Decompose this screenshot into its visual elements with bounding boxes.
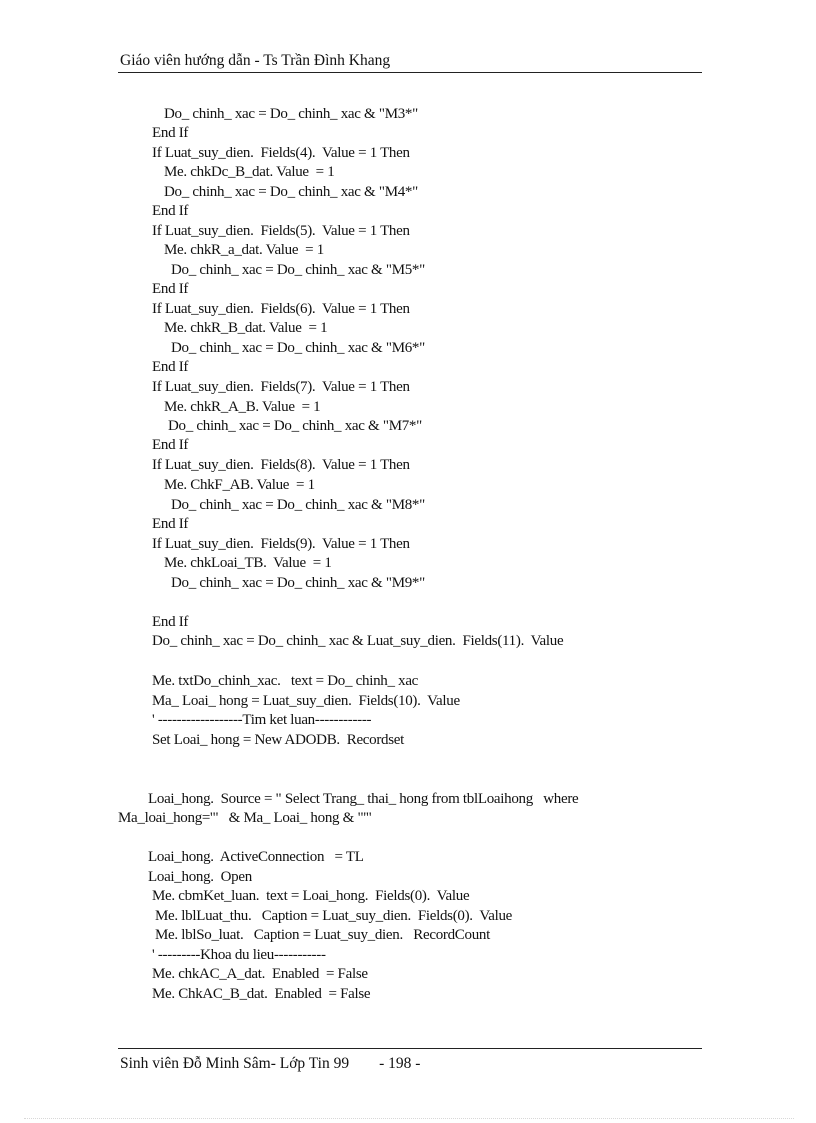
code-line: If Luat_suy_dien. Fields(4). Value = 1 Then xyxy=(152,145,410,161)
code-line: Loai_hong. Source = " Select Trang_ thai_ hong from tblLoaihong where xyxy=(148,791,579,807)
code-line: Me. txtDo_chinh_xac. text = Do_ chinh_ xac xyxy=(152,673,419,689)
code-line: Do_ chinh_ xac = Do_ chinh_ xac & "M7*" xyxy=(168,418,422,434)
code-line: Do_ chinh_ xac = Do_ chinh_ xac & "M8*" xyxy=(171,497,425,513)
code-line: End If xyxy=(152,281,189,297)
code-line: If Luat_suy_dien. Fields(6). Value = 1 Then xyxy=(152,301,410,317)
page-edge-divider xyxy=(24,1118,794,1119)
code-line: Set Loai_ hong = New ADODB. Recordset xyxy=(152,732,405,748)
code-line: Me. chkAC_A_dat. Enabled = False xyxy=(152,966,368,982)
header-text: Giáo viên hướng dẫn - Ts Trần Đình Khang xyxy=(120,52,391,69)
code-line: If Luat_suy_dien. Fields(7). Value = 1 Then xyxy=(152,379,410,395)
code-line: Ma_loai_hong='" & Ma_ Loai_ hong & "'" xyxy=(118,810,372,826)
code-line: Do_ chinh_ xac = Do_ chinh_ xac & "M9*" xyxy=(171,575,425,591)
code-line: Me. chkLoai_TB. Value = 1 xyxy=(164,555,332,571)
code-line: Me. lblSo_luat. Caption = Luat_suy_dien. RecordCount xyxy=(155,927,490,943)
code-line: Me. ChkF_AB. Value = 1 xyxy=(164,477,315,493)
code-line: End If xyxy=(152,516,189,532)
code-line: If Luat_suy_dien. Fields(5). Value = 1 Then xyxy=(152,223,410,239)
code-line: Do_ chinh_ xac = Do_ chinh_ xac & "M6*" xyxy=(171,340,425,356)
code-line: Me. chkR_A_B. Value = 1 xyxy=(164,399,321,415)
code-line: ' ------------------Tim ket luan------------ xyxy=(152,712,372,728)
code-line: End If xyxy=(152,614,189,630)
code-line: Loai_hong. ActiveConnection = TL xyxy=(148,849,364,865)
code-line: Do_ chinh_ xac = Do_ chinh_ xac & Luat_suy_dien. Fields(11). Value xyxy=(152,633,564,649)
code-line: ' ---------Khoa du lieu----------- xyxy=(152,947,326,963)
code-line: End If xyxy=(152,125,189,141)
code-line: Do_ chinh_ xac = Do_ chinh_ xac & "M3*" xyxy=(164,106,418,122)
footer-divider xyxy=(118,1048,702,1049)
code-line: Loai_hong. Open xyxy=(148,869,252,885)
code-line: Me. chkDc_B_dat. Value = 1 xyxy=(164,164,335,180)
code-line: Me. lblLuat_thu. Caption = Luat_suy_dien. Fields(0). Value xyxy=(155,908,513,924)
code-line: If Luat_suy_dien. Fields(8). Value = 1 Then xyxy=(152,457,410,473)
page-footer xyxy=(120,1055,420,1073)
footer-student: Sinh viên Đỗ Minh Sâm- Lớp Tin 99 xyxy=(120,1055,350,1072)
code-line: End If xyxy=(152,203,189,219)
code-line: End If xyxy=(152,437,189,453)
code-line: Me. ChkAC_B_dat. Enabled = False xyxy=(152,986,371,1002)
code-line: Me. chkR_a_dat. Value = 1 xyxy=(164,242,324,258)
code-line: Me. chkR_B_dat. Value = 1 xyxy=(164,320,328,336)
code-line: End If xyxy=(152,359,189,375)
code-line: Me. cbmKet_luan. text = Loai_hong. Fields(0). Value xyxy=(152,888,470,904)
code-line: If Luat_suy_dien. Fields(9). Value = 1 Then xyxy=(152,536,410,552)
code-line: Do_ chinh_ xac = Do_ chinh_ xac & "M5*" xyxy=(171,262,425,278)
code-line: Do_ chinh_ xac = Do_ chinh_ xac & "M4*" xyxy=(164,184,418,200)
page-number: - 198 - xyxy=(379,1055,421,1072)
code-line: Ma_ Loai_ hong = Luat_suy_dien. Fields(10). Value xyxy=(152,693,460,709)
